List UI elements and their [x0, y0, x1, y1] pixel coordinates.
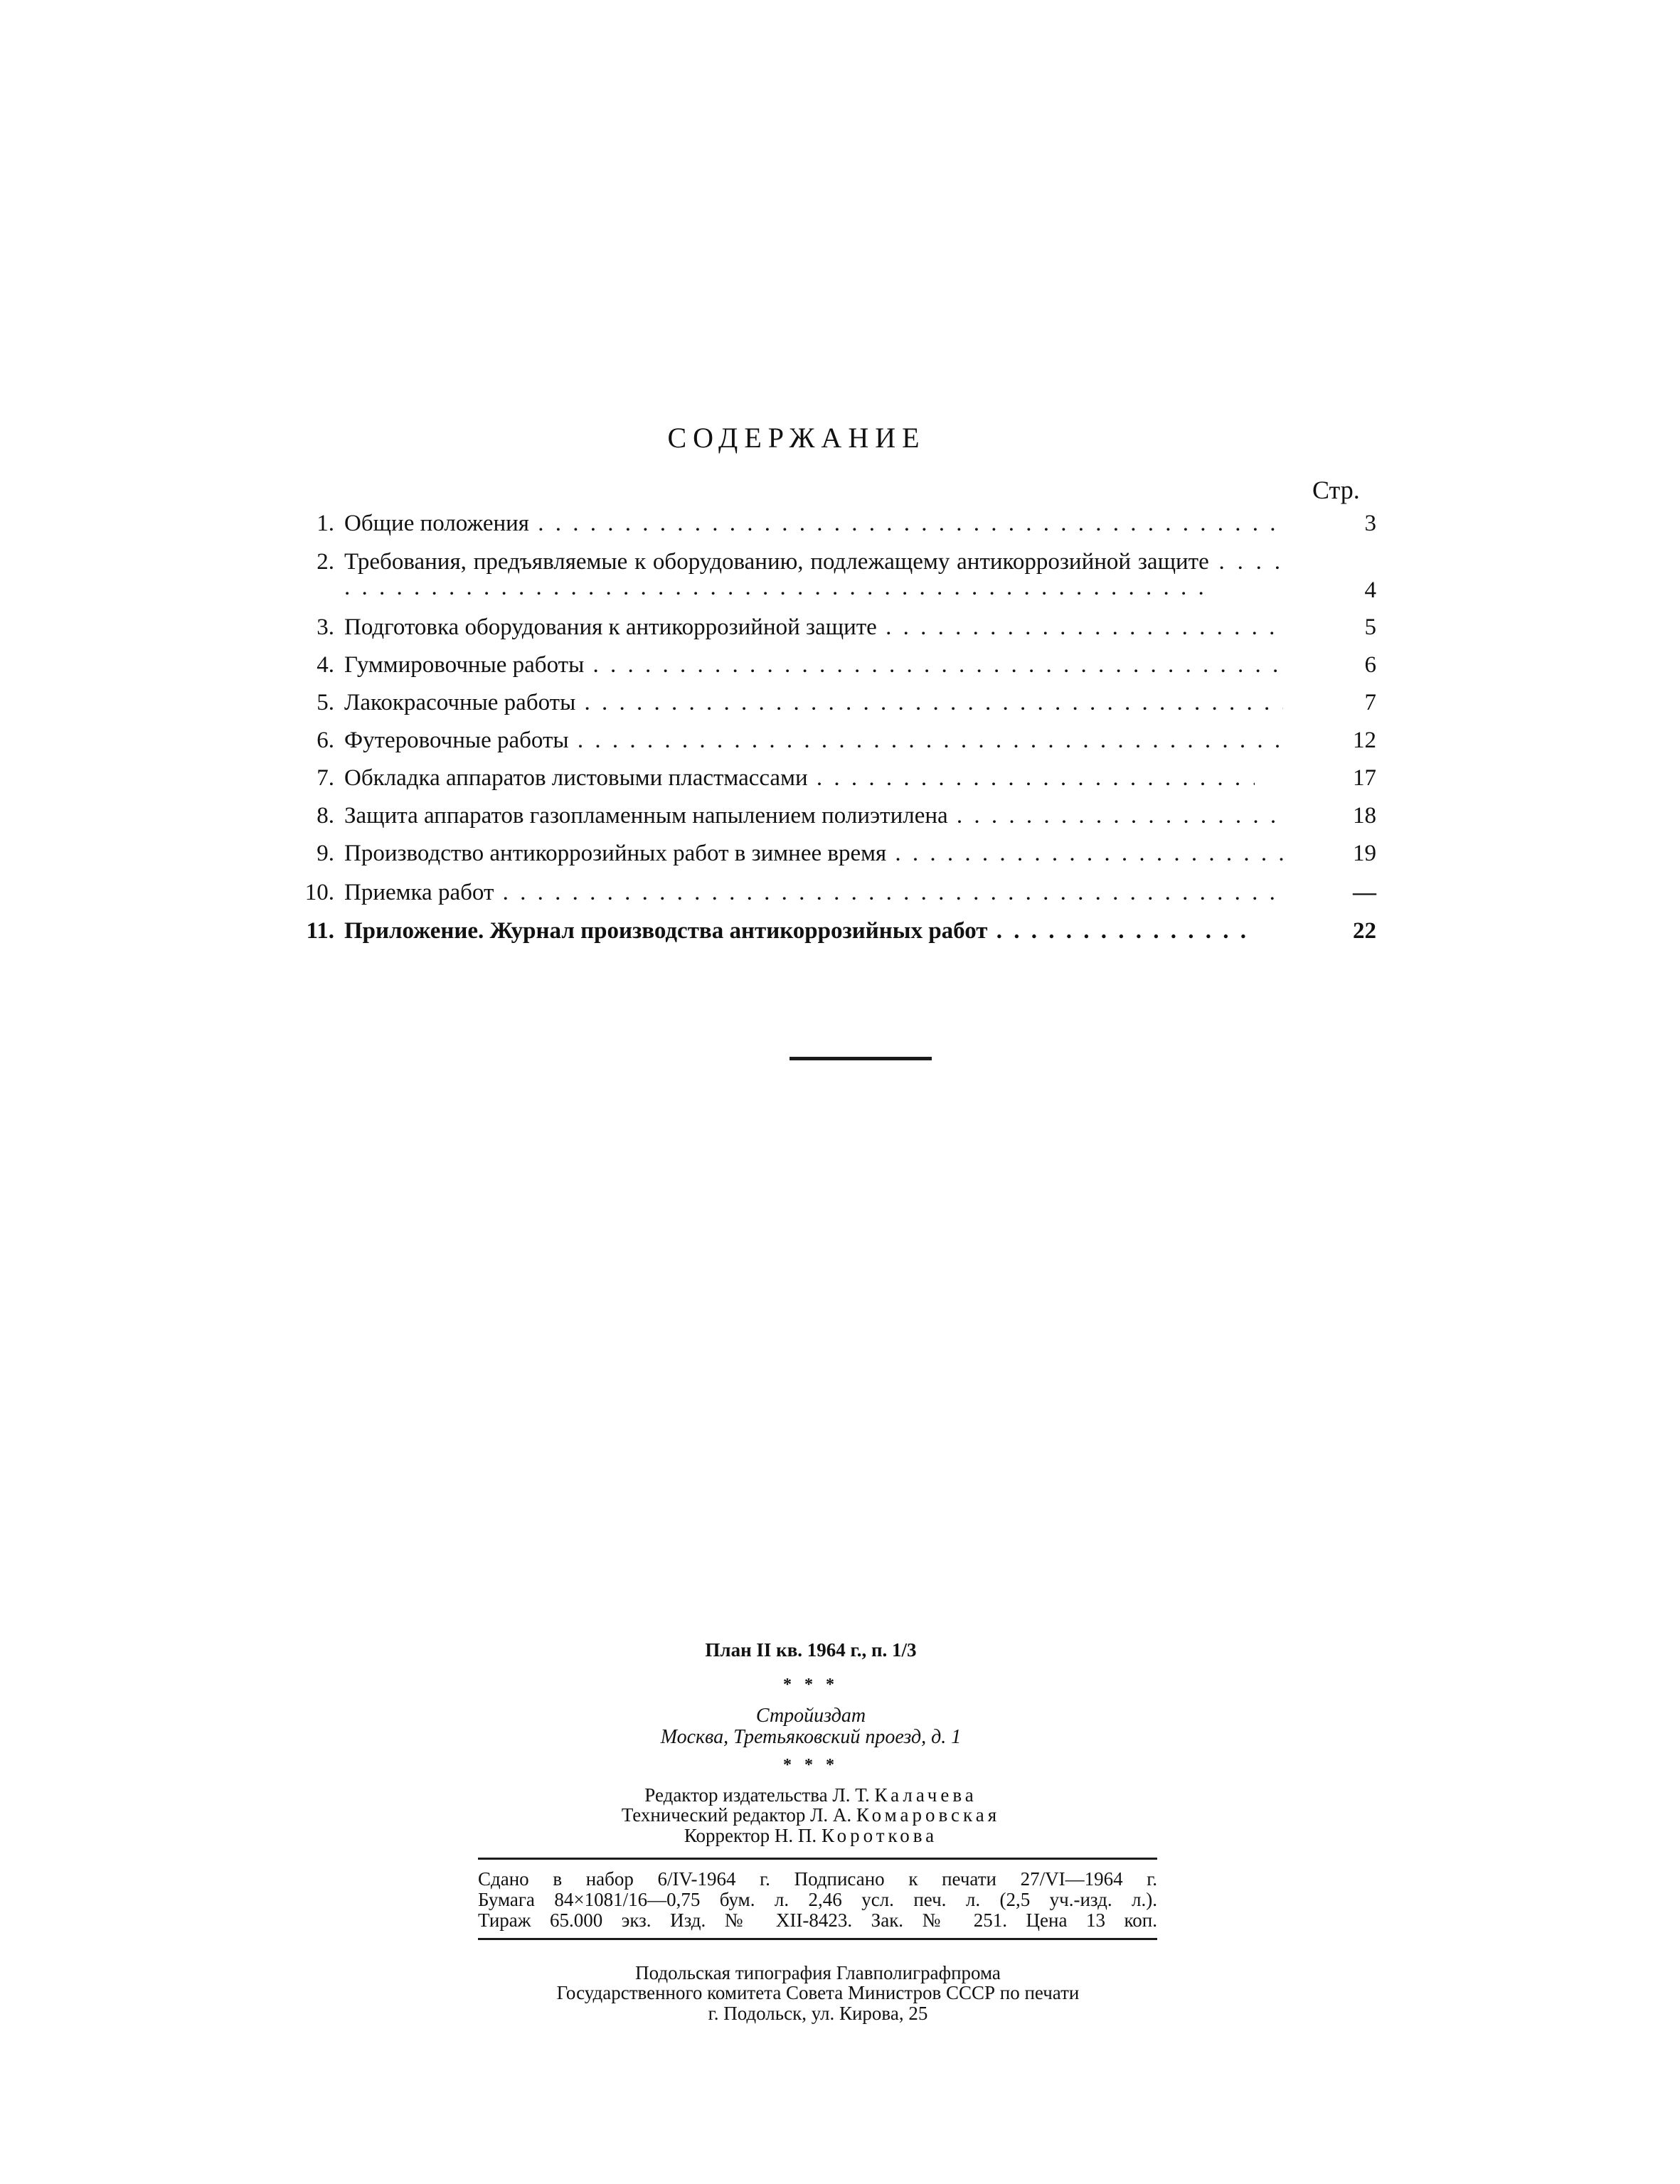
- toc-entry-title: Производство антикоррозийных работ в зимнее время: [344, 841, 887, 866]
- corrector-label: Корректор Н. П.: [684, 1824, 817, 1846]
- printer-line: Государственного комитета Совета Министров СССР по печати: [556, 1982, 1080, 2004]
- toc-entry-number: 1.: [317, 511, 334, 536]
- toc-entry-title: Общие положения: [344, 511, 529, 536]
- toc-leader-dots: [877, 614, 1283, 640]
- toc-entry-number: 8.: [317, 803, 334, 829]
- toc-entry-page: 18: [1353, 803, 1376, 829]
- toc-entry-title-wrap: [344, 690, 1283, 716]
- toc-entry-title: Подготовка оборудования к антикоррозийной защите: [344, 614, 877, 640]
- toc-leader-dots: [569, 728, 1283, 753]
- toc-entry-page: 19: [1353, 841, 1376, 866]
- toc-entry-number: 6.: [317, 728, 334, 753]
- toc-leader-dots: [584, 652, 1283, 678]
- toc-entry-title-wrap: [344, 918, 1255, 944]
- toc-entry-title-wrap: [344, 511, 1283, 537]
- separator-stars: * * *: [783, 1676, 839, 1694]
- toc-entry-page: 5: [1364, 614, 1376, 640]
- toc-entry-number: 7.: [317, 765, 334, 791]
- toc-entry-title-wrap: [344, 549, 1283, 606]
- toc-entry-page: 12: [1353, 728, 1376, 753]
- tech-editor-name: Комаровская: [856, 1804, 1001, 1826]
- toc-entry-page: 7: [1364, 690, 1376, 715]
- toc-entry-page: 17: [1353, 765, 1376, 791]
- toc-entry-page: —: [1353, 880, 1376, 905]
- printer-line: Подольская типография Главполиграфпрома: [635, 1962, 1001, 1983]
- toc-entry-title-wrap: [344, 614, 1283, 641]
- toc-entry-page: 3: [1364, 511, 1376, 536]
- toc-page-column-header: Стр.: [1312, 476, 1360, 504]
- separator-stars: * * *: [783, 1756, 839, 1774]
- toc-leader-dots: [494, 880, 1283, 905]
- toc-entry-title-wrap: [344, 803, 1283, 829]
- tech-editor-credit: [469, 1805, 1152, 1825]
- toc-leader-dots: [988, 918, 1255, 944]
- toc-entry-title: Защита аппаратов газопламенным напылением полиэтилена: [344, 803, 948, 829]
- toc-entry-title: Приемка работ: [344, 880, 494, 905]
- imprint-rule-top: [478, 1858, 1157, 1860]
- toc-entry-title: Гуммировочные работы: [344, 652, 585, 678]
- toc-leader-dots: [886, 841, 1283, 866]
- corrector-credit: [469, 1826, 1152, 1845]
- publication-plan: План II кв. 1964 г., п. 1/3: [705, 1639, 917, 1661]
- toc-entry-title: Требования, предъявляемые к оборудованию, подлежащему антикоррозийной защите: [344, 549, 1209, 575]
- page-title: СОДЕРЖАНИЕ: [667, 422, 926, 454]
- print-specifications: [478, 1869, 1157, 1931]
- corrector-name: Короткова: [821, 1824, 938, 1846]
- toc-entry-title: Футеровочные работы: [344, 728, 569, 753]
- spec-line: Сдано в набор 6/IV-1964 г. Подписано к печати 27/VI—1964 г.: [478, 1868, 1157, 1890]
- toc-entry-title-wrap: [344, 841, 1283, 867]
- credits: [469, 1785, 1152, 1845]
- toc-leader-dots: [575, 690, 1283, 715]
- spec-line: Тираж 65.000 экз. Изд. № XII-8423. Зак. № 251. Цена 13 коп.: [478, 1909, 1157, 1931]
- imprint-rule-bottom: [478, 1938, 1157, 1940]
- spec-line: Бумага 84×1081/16—0,75 бум. л. 2,46 усл. печ. л. (2,5 уч.-изд. л.).: [478, 1888, 1157, 1910]
- toc-entry-title: Обкладка аппаратов листовыми пластмассами: [344, 765, 808, 791]
- publisher-name: Стройиздат: [755, 1705, 866, 1727]
- editor-label: Редактор издательства Л. Т.: [644, 1784, 870, 1806]
- toc-entry-number: 4.: [317, 652, 334, 678]
- toc-entry-title: Лакокрасочные работы: [344, 690, 576, 715]
- toc-entry-title-wrap: [344, 765, 1255, 792]
- section-divider: [790, 1057, 932, 1060]
- printer-line: г. Подольск, ул. Кирова, 25: [708, 2002, 928, 2024]
- editor-credit: [469, 1785, 1152, 1805]
- toc-entry-number: 5.: [317, 690, 334, 715]
- tech-editor-label: Технический редактор Л. А.: [621, 1804, 852, 1826]
- toc-entry-page: 4: [1364, 577, 1376, 603]
- toc-leader-dots: [529, 511, 1283, 536]
- toc-entry-title-wrap: [344, 728, 1283, 754]
- toc-entry-number: 3.: [317, 614, 334, 640]
- toc-entry-page: 6: [1364, 652, 1376, 678]
- toc-leader-dots: [808, 765, 1255, 791]
- publisher-address: Москва, Третьяковский проезд, д. 1: [660, 1726, 962, 1748]
- editor-name: Калачева: [874, 1784, 977, 1806]
- toc-entry-title-wrap: [344, 652, 1283, 678]
- toc-entry-number: 10.: [304, 880, 334, 905]
- toc-entry-page: 22: [1353, 918, 1376, 944]
- toc-entry-number: 11.: [306, 918, 334, 944]
- toc-entry-number: 2.: [317, 549, 334, 575]
- toc-leader-dots: [948, 803, 1283, 829]
- toc-entry-title: Приложение. Журнал производства антикоррозийных работ: [344, 918, 988, 944]
- toc-entry-title-wrap: [344, 880, 1283, 906]
- toc-entry-number: 9.: [317, 841, 334, 866]
- printer-info: [469, 1963, 1166, 2023]
